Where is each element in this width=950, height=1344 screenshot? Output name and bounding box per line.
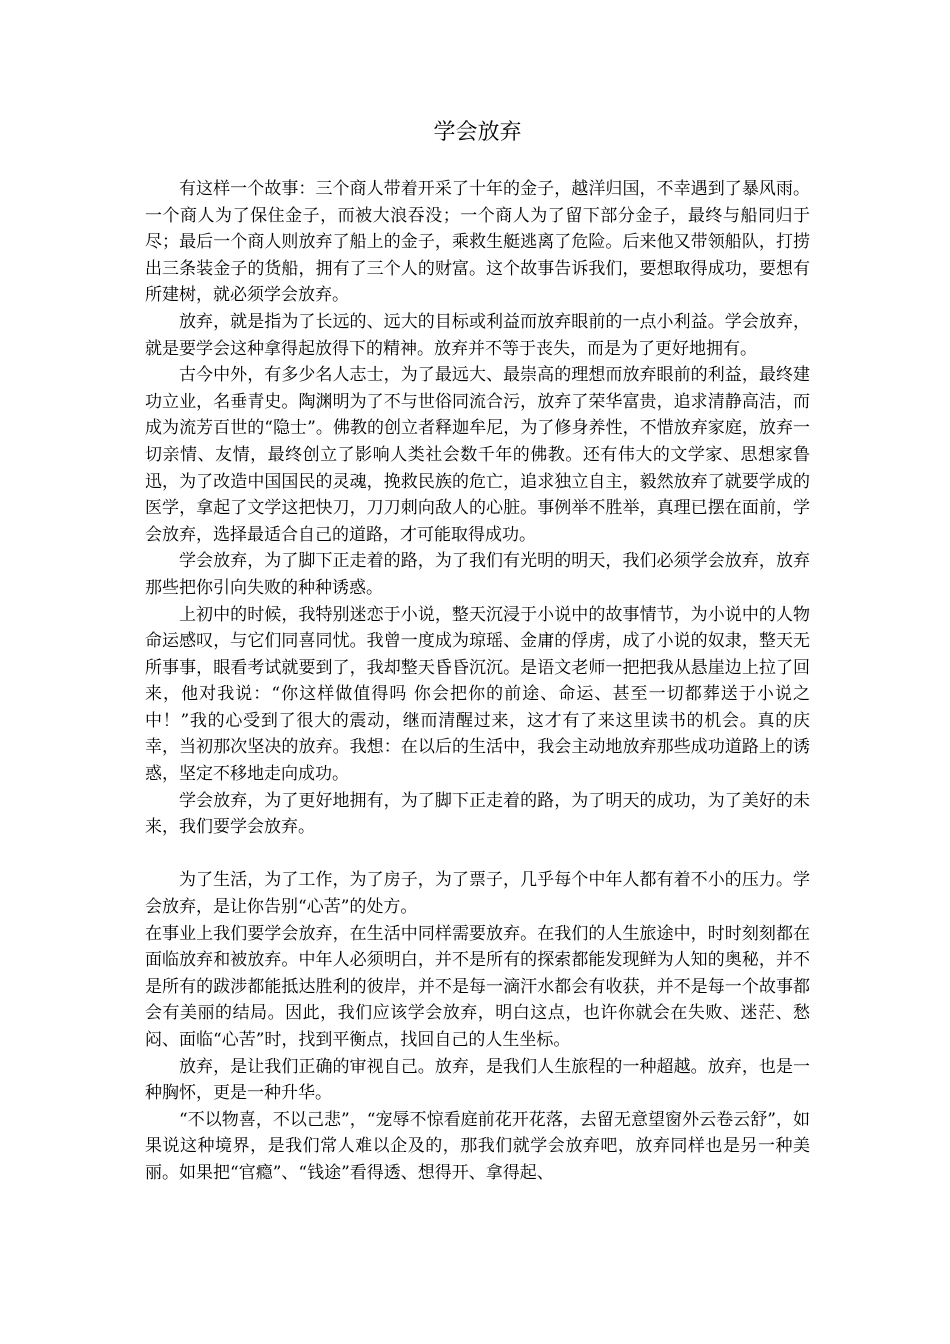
paragraph: 上初中的时候，我特别迷恋于小说，整天沉浸于小说中的故事情节，为小说中的人物命运感叹，与它们同喜同忧。我曾一度成为琼瑶、金庸的俘虏，成了小说的奴隶，整天无所事事，眼看考试就要到了，我却整天昏昏沉沉。是语文老师一把把我从悬崖边上拉了回来，他对我说：“你这样做值得吗 你会把你的前途、命运、甚至一切都葬送于小说之中！”我的心受到了很大的震动，继而清醒过来，这才有了来这里读书的机会。真的庆幸，当初那次坚决的放弃。我想：在以后的生活中，我会主动地放弃那些成功道路上的诱惑，坚定不移地走向成功。 [145, 604, 810, 785]
paragraph: 放弃，是让我们正确的审视自己。放弃，是我们人生旅程的一种超越。放弃，也是一种胸怀，更是一种升华。 [145, 1056, 810, 1104]
paragraph: “不以物喜，不以己悲”，“宠辱不惊看庭前花开花落，去留无意望窗外云卷云舒”，如果说这种境界，是我们常人难以企及的，那我们就学会放弃吧，放弃同样也是另一种美丽。如果把“官瘾”、“钱途”看得透、想得开、拿得起、 [145, 1109, 810, 1183]
document-title: 学会放弃 [433, 120, 522, 145]
paragraph: 学会放弃，为了脚下正走着的路，为了我们有光明的明天，我们必须学会放弃，放弃那些把你引向失败的种种诱惑。 [145, 551, 810, 598]
document-body [145, 176, 810, 1187]
paragraph: 有这样一个故事：三个商人带着开采了十年的金子，越洋归国，不幸遇到了暴风雨。一个商人为了保住金子，而被大浪吞没；一个商人为了留下部分金子，最终与船同归于尽；最后一个商人则放弃了船上的金子，乘救生艇逃离了危险。后来他又带领船队，打捞出三条装金子的货船，拥有了三个人的财富。这个故事告诉我们，要想取得成功，要想有所建树，就必须学会放弃。 [145, 179, 810, 306]
paragraph: 学会放弃，为了更好地拥有，为了脚下正走着的路，为了明天的成功，为了美好的未来，我们要学会放弃。 [145, 790, 810, 838]
paragraph: 在事业上我们要学会放弃，在生活中同样需要放弃。在我们的人生旅途中，时时刻刻都在面临放弃和被放弃。中年人必须明白，并不是所有的探索都能发现鲜为人知的奥秘，并不是所有的跋涉都能抵达胜利的彼岸，并不是每一滴汗水都会有收获，并不是每一个故事都会有美丽的结局。因此，我们应该学会放弃，明白这点，也许你就会在失败、迷茫、愁闷、面临“心苦”时，找到平衡点，找回自己的人生坐标。 [145, 923, 810, 1050]
paragraph: 古今中外，有多少名人志士，为了最远大、最崇高的理想而放弃眼前的利益，最终建功立业，名垂青史。陶渊明为了不与世俗同流合污，放弃了荣华富贵，追求清静高洁，而成为流芳百世的“隐士”。佛教的创立者释迦牟尼，为了修身养性，不惜放弃家庭，放弃一切亲情、友情，最终创立了影响人类社会数千年的佛教。还有伟大的文学家、思想家鲁迅，为了改造中国国民的灵魂，挽救民族的危亡，追求独立自主，毅然放弃了就要学成的医学，拿起了文学这把快刀，刀刀刺向敌人的心脏。事例举不胜举，真理已摆在面前，学会放弃，选择最适合自己的道路，才可能取得成功。 [145, 365, 810, 545]
paragraph: 为了生活，为了工作，为了房子，为了票子，几乎每个中年人都有着不小的压力。学会放弃，是让你告别“心苦”的处方。 [145, 870, 810, 918]
blank-line [145, 841, 810, 868]
paragraph: 放弃，就是指为了长远的、远大的目标或利益而放弃眼前的一点小利益。学会放弃，就是要学会这种拿得起放得下的精神。放弃并不等于丧失，而是为了更好地拥有。 [145, 311, 810, 359]
